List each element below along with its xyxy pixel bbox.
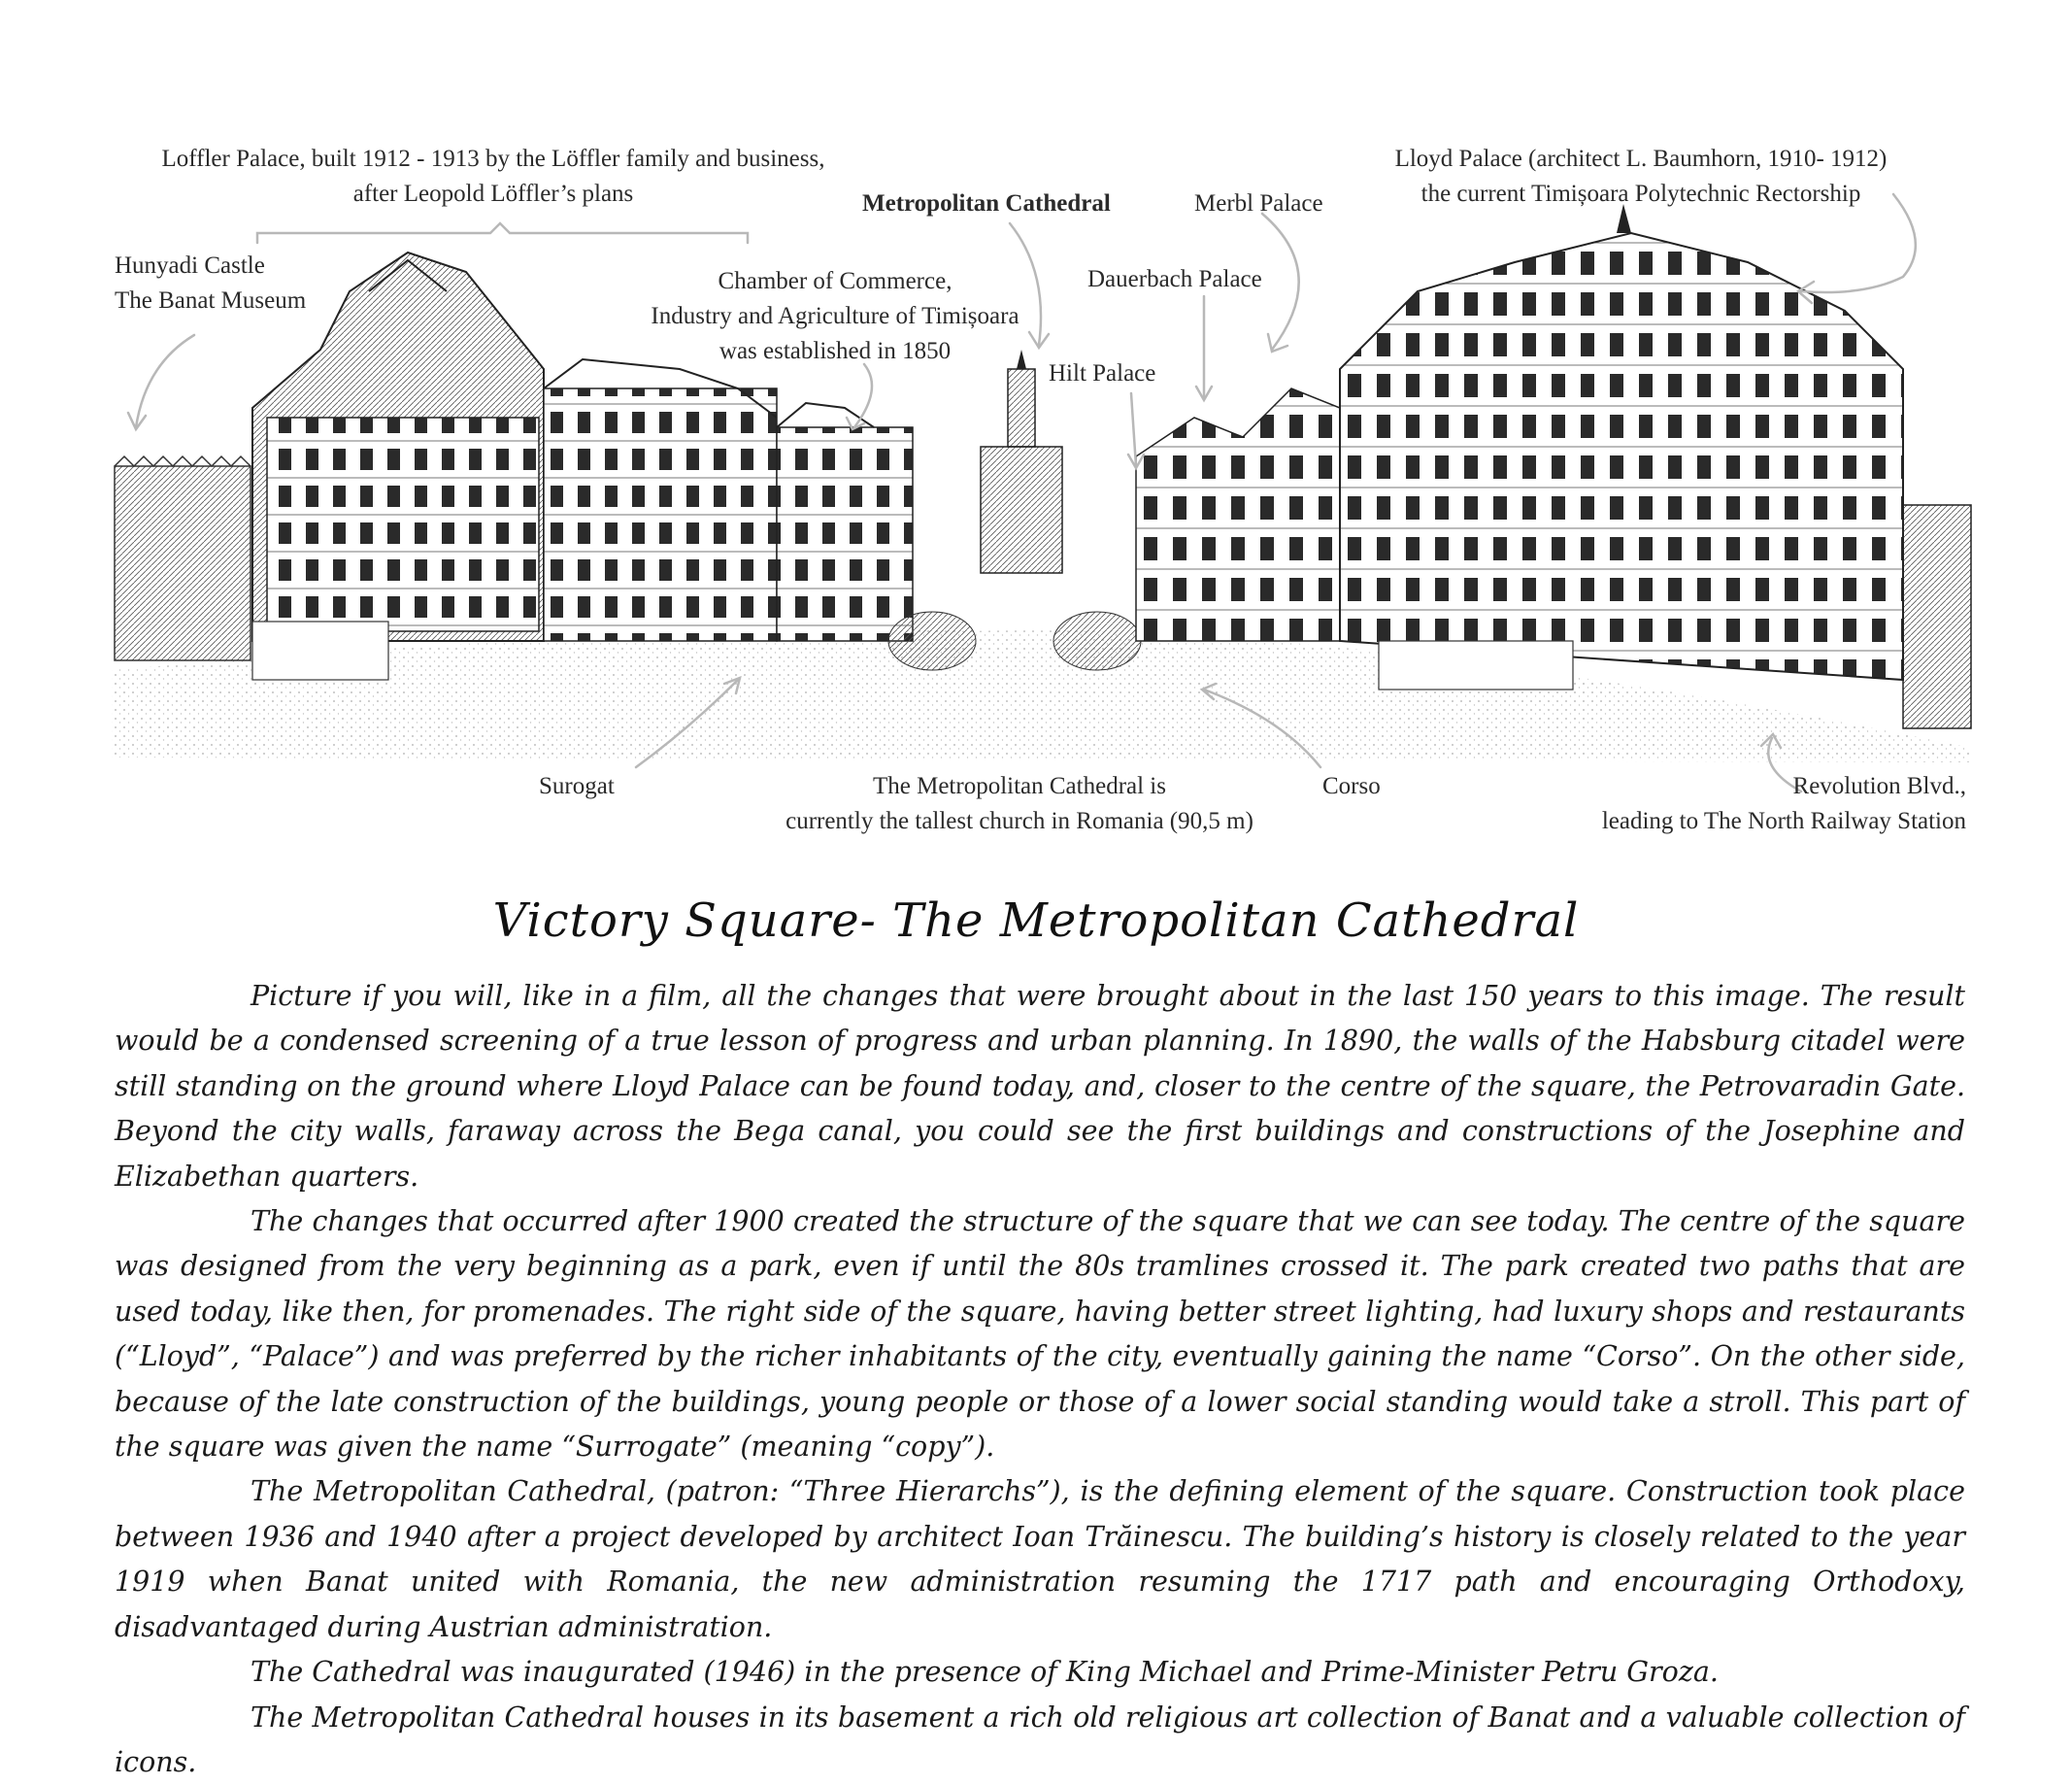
label-loffler-palace [115, 142, 872, 212]
label-chamber-line2: Industry and Agriculture of Timișoara [592, 299, 1078, 334]
label-hunyadi-line1: Hunyadi Castle [115, 249, 306, 284]
label-chamber-line1: Chamber of Commerce, [592, 264, 1078, 299]
label-chamber-of-commerce [592, 264, 1078, 369]
metropolitan-cathedral-drawing [888, 350, 1141, 670]
right-palaces-drawing [1136, 388, 1340, 641]
page-title: Victory Square- The Metropolitan Cathedral [0, 893, 2072, 948]
paragraph-3: The Metropolitan Cathedral, (patron: “Three Hierarchs”), is the defining element of the square. Construction took place between 1936 and 1940 after a project developed by architect Ioan Trăinescu. The building’s history is closely related to the year 1919 when Banat united with Romania, the new administration resuming the 1717 path and encouraging Orthodoxy, disadvantaged during Austrian administration. [115, 1469, 1965, 1650]
label-revolution-blvd [1515, 769, 1966, 839]
label-loffler-line1: Loffler Palace, built 1912 - 1913 by the Löffler family and business, [115, 142, 872, 177]
paragraph-5: The Metropolitan Cathedral houses in its basement a rich old religious art collection of Banat and a valuable collection of icons. [115, 1696, 1965, 1785]
label-tallest-church [738, 769, 1301, 839]
label-chamber-line3: was established in 1850 [592, 334, 1078, 369]
label-lloyd-palace [1350, 142, 1932, 212]
label-revolution-line1: Revolution Blvd., [1515, 769, 1966, 804]
label-lloyd-line1: Lloyd Palace (architect L. Baumhorn, 1910- 1912) [1350, 142, 1932, 177]
paragraph-4: The Cathedral was inaugurated (1946) in the presence of King Michael and Prime-Minister Petru Groza. [115, 1650, 1965, 1695]
label-hunyadi-castle [115, 249, 306, 319]
label-loffler-line2: after Leopold Löffler’s plans [115, 177, 872, 212]
label-tallest-line2: currently the tallest church in Romania (90,5 m) [738, 804, 1301, 839]
label-hunyadi-line2: The Banat Museum [115, 284, 306, 319]
label-metropolitan-cathedral: Metropolitan Cathedral [862, 186, 1111, 221]
label-hilt-palace: Hilt Palace [1049, 356, 1155, 391]
label-corso: Corso [1322, 769, 1381, 804]
paragraph-1: Picture if you will, like in a film, all the changes that were brought about in the last 150 years to this image. The result would be a condensed screening of a true lesson of progress and urban planning. In 1890, the walls of the Habsburg citadel were still standing on the ground where Lloyd Palace can be found today, and, closer to the centre of the square, the Petrovaradin Gate. Beyond the city walls, faraway across the Bega canal, you could see the first buildings and constructions of the Josephine and Elizabethan quarters. [115, 974, 1965, 1199]
hunyadi-castle-drawing [115, 456, 251, 660]
label-revolution-line2: leading to The North Railway Station [1515, 804, 1966, 839]
label-merbl-palace: Merbl Palace [1194, 186, 1323, 221]
label-tallest-line1: The Metropolitan Cathedral is [738, 769, 1301, 804]
lloyd-palace-drawing [1340, 204, 1971, 728]
paragraph-2: The changes that occurred after 1900 created the structure of the square that we can see today. The centre of the square was designed from the very beginning as a park, even if until the 80s tramlines crossed it. The park created two paths that are used today, like then, for promenades. The right side of the square, having better street lighting, had luxury shops and restaurants (“Lloyd”, “Palace”) and was preferred by the richer inhabitants of the city, eventually gaining the name “Corso”. On the other side, because of the late construction of the buildings, young people or those of a lower social standing would take a stroll. This part of the square was given the name “Surrogate” (meaning “copy”). [115, 1199, 1965, 1469]
label-surogat: Surogat [539, 769, 615, 804]
label-lloyd-line2: the current Timișoara Polytechnic Rectorship [1350, 177, 1932, 212]
article-body [115, 974, 1965, 1785]
victory-square-panorama-illustration [0, 0, 2072, 874]
label-dauerbach-palace: Dauerbach Palace [1087, 262, 1262, 297]
